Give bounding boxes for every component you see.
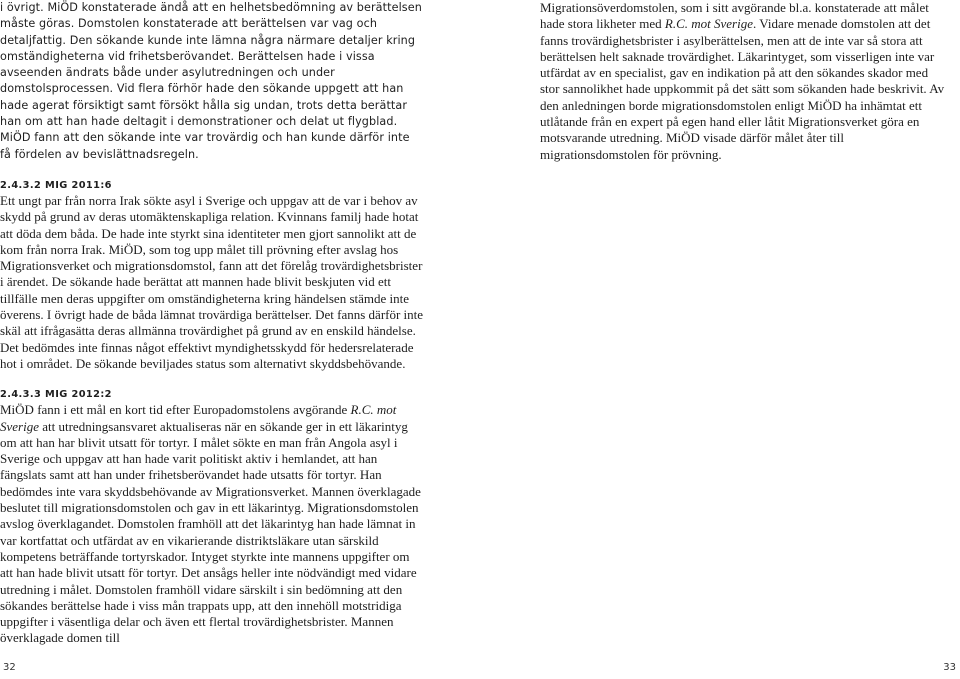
section-heading-mig-2011-6: 2.4.3.2 MIG 2011:6 [0,179,112,191]
page-number-right: 33 [943,662,956,673]
page-number-left: 32 [3,662,16,673]
case-name-italic: R.C. mot Sverige [0,402,397,434]
continued-paragraph: Migrationsöverdomstolen, som i sitt avgörande bl.a. konstaterade att målet hade stora likheter med R.C. mot Sverige. Vidare menade domstolen att det fanns trovärdighetsbrister i asylberättelsen, men att de inte var så stora att berättelsen helt saknade trovärdighet. Läkarintyget, som visserligen inte var utfärdat av en specialist, gav en indikation på att den sökandes skador med stor sannolikhet hade uppkommit på det sätt som sökanden hade beskrivit. Av den anledningen borde migrationsdomstolen enligt MiÖD ha inhämtat ett utlåtande från en expert på egen hand eller låtit Migrationsverket göra en motsvarande utredning. MiÖD visade därför målet åter till migrationsdomstolen för prövning. [540,0,945,162]
section-body-mig-2012-2: MiÖD fann i ett mål en kort tid efter Europadomstolens avgörande R.C. mot Sverige att utredningsansvaret aktualiseras när en sökande ger in ett läkarintyg om att han har blivit utsatt för tortyr. I målet sökte en man från Angola asyl i Sverige och uppgav att han hade varit politiskt aktiv i hemlandet, att han fängslats samt att han under frihetsberövandet hade utsatts för tortyr. Han bedömdes inte vara skyddsbehövande av Migrationsverket. Mannen överklagade beslutet till migrationsdomstolen och gav in ett läkarintyg. Migrationsdomstolen avslog överklagandet. Domstolen framhöll att det läkarintyg han hade lämnat in var kortfattat och utfärdat av en vikarierande distriktsläkare utan särskild kompetens beträffande tortyrskador. Intyget styrkte inte mannens uppgifter om att han hade blivit utsatt för tortyr. Det ansågs heller inte nödvändigt med vidare utredning i målet. Domstolen framhöll vidare särskilt i sin bedömning att den sökandes berättelse hade i viss mån trappats upp, att den innehöll motstridiga uppgifter i väsentliga delar och även ett flertal trovärdighetsbrister. Mannen överklagade domen till [0,402,421,646]
section-body-mig-2011-6: Ett ungt par från norra Irak sökte asyl i Sverige och uppgav att de var i behov av skydd på grund av deras utomäktenskapliga relation. Kvinnans familj hade hotat att döda dem båda. De hade inte styrkt sina identiteter men gjort sannolikt att de kom från norra Irak. MiÖD, som tog upp målet till prövning efter avslag hos Migrationsverket och migrationsdomstol, fann att det förelåg trovärdighetsbrister i ärendet. De sökande hade berättat att mannen hade blivit beskjuten vid ett tillfälle men deras uppgifter om omständigheterna kring händelsen stämde inte överens. I övrigt hade de båda lämnat trovärdiga berättelser. Det fanns därför inte skäl att ifrågasätta deras allmänna trovärdighet på grund av en enskild händelse. Det bedömdes inte finnas något effektivt myndighetsskydd för hedersrelaterade hot i området. De sökande beviljades status som alternativt skyddsbehövande. [0,192,424,371]
section-heading-mig-2012-2: 2.4.3.3 MIG 2012:2 [0,389,112,401]
case-name-italic: R.C. mot Sverige [664,16,753,32]
right-page [540,0,950,163]
left-page [0,0,424,647]
intro-paragraph: i övrigt. MiÖD konstaterade ändå att en helhetsbedömning av berättelsen måste göras. Domstolen konstaterade att berättelsen var vag och detaljfattig. Den sökande kunde inte lämna några närmare detaljer kring omständigheterna vid frihetsberövandet. Berättelsen hade i vissa avseenden ändrats både under asylutredningen och under domstolsprocessen. Vid flera förhör hade den sökande uppgett att han hade agerat försiktigt samt försökt hålla sig undan, trots detta berättar han om att han hade deltagit i demonstrationer och delat ut flygblad. MiÖD fann att den sökande inte var trovärdig och han kunde därför inte få fördelen av bevislättnadsregeln. [0,1,422,161]
